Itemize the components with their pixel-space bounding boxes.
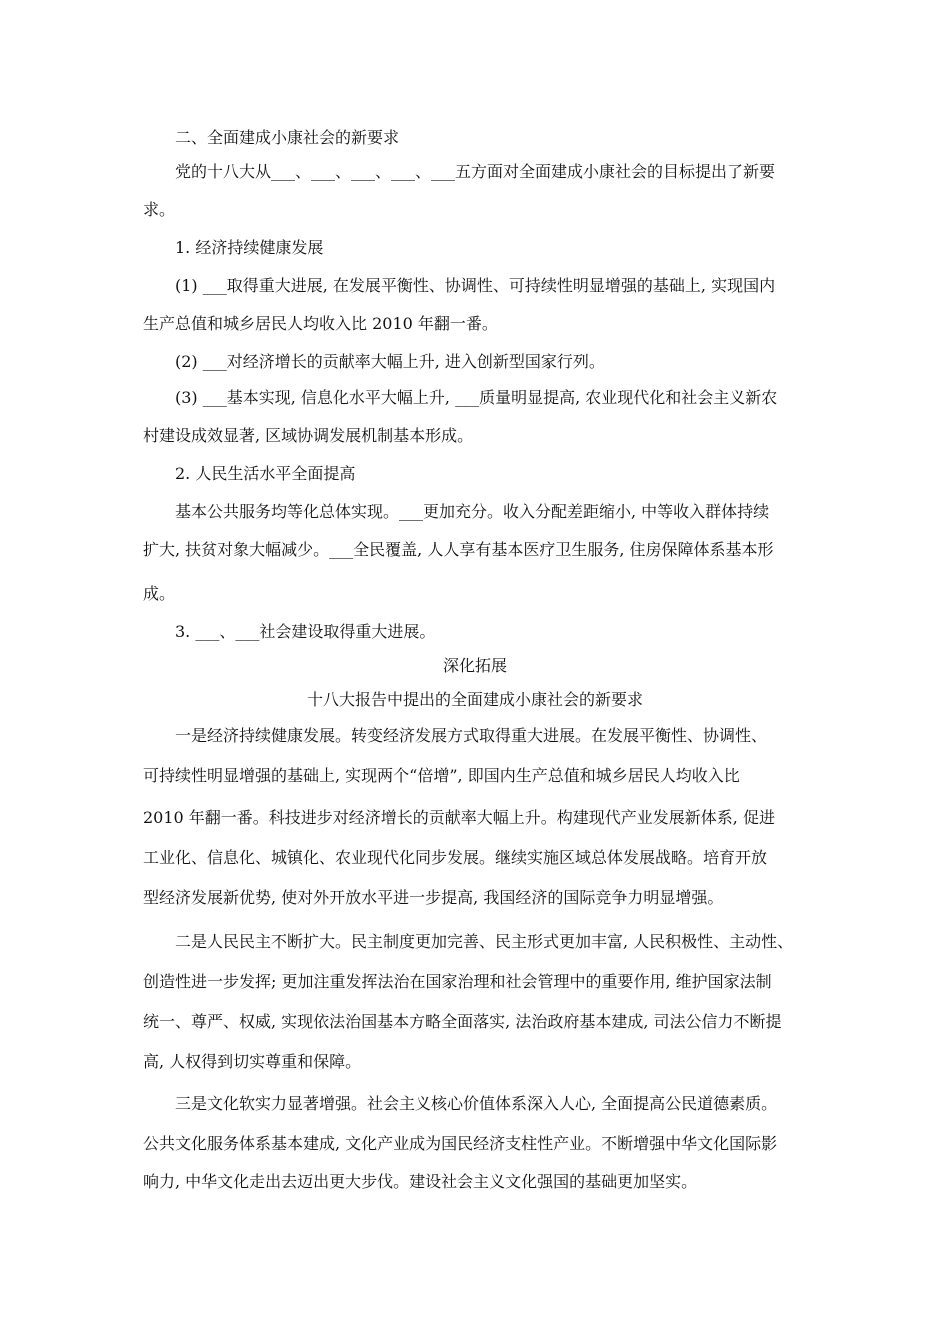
subheading: 3. ___、___社会建设取得重大进展。 <box>175 622 436 641</box>
paragraph-line: (2) ___对经济增长的贡献率大幅上升, 进入创新型国家行列。 <box>175 352 605 371</box>
paragraph-line: 公共文化服务体系基本建成, 文化产业成为国民经济支柱性产业。不断增强中华文化国际影 <box>143 1134 778 1153</box>
paragraph-line: 求。 <box>143 200 176 219</box>
paragraph-line: 响力, 中华文化走出去迈出更大步伐。建设社会主义文化强国的基础更加坚实。 <box>143 1172 698 1191</box>
paragraph-line: 基本公共服务均等化总体实现。___更加充分。收入分配差距缩小, 中等收入群体持续 <box>175 502 770 521</box>
paragraph-line: (1) ___取得重大进展, 在发展平衡性、协调性、可持续性明显增强的基础上, 实现国内 <box>175 276 776 295</box>
paragraph-line: 一是经济持续健康发展。转变经济发展方式取得重大进展。在发展平衡性、协调性、 <box>175 726 768 745</box>
paragraph-line: 村建设成效显著, 区域协调发展机制基本形成。 <box>143 426 474 445</box>
paragraph-line: 型经济发展新优势, 使对外开放水平进一步提高, 我国经济的国际竞争力明显增强。 <box>143 888 724 907</box>
subheading: 2. 人民生活水平全面提高 <box>175 464 356 483</box>
section-heading: 二、全面建成小康社会的新要求 <box>175 128 400 147</box>
paragraph-line: 2010 年翻一番。科技进步对经济增长的贡献率大幅上升。构建现代产业发展新体系, 促进 <box>143 808 775 827</box>
paragraph-line: 可持续性明显增强的基础上, 实现两个“倍增”, 即国内生产总值和城乡居民人均收入比 <box>143 766 740 785</box>
extension-title: 深化拓展 <box>442 656 507 675</box>
paragraph-line: 党的十八大从___、___、___、___、___五方面对全面建成小康社会的目标提出了新要 <box>175 162 776 181</box>
paragraph-line: 生产总值和城乡居民人均收入比 2010 年翻一番。 <box>143 314 498 333</box>
paragraph-line: 工业化、信息化、城镇化、农业现代化同步发展。继续实施区域总体发展战略。培育开放 <box>143 848 768 867</box>
paragraph-line: 创造性进一步发挥; 更加注重发挥法治在国家治理和社会管理中的重要作用, 维护国家法制 <box>143 972 772 991</box>
paragraph-line: 三是文化软实力显著增强。社会主义核心价值体系深入人心, 全面提高公民道德素质。 <box>175 1094 778 1113</box>
paragraph-line: 二是人民民主不断扩大。民主制度更加完善、民主形式更加丰富, 人民积极性、主动性、 <box>175 932 794 951</box>
extension-subtitle: 十八大报告中提出的全面建成小康社会的新要求 <box>306 690 643 709</box>
paragraph-line: 高, 人权得到切实尊重和保障。 <box>143 1052 362 1071</box>
paragraph-line: 统一、尊严、权威, 实现依法治国基本方略全面落实, 法治政府基本建成, 司法公信力不断提 <box>143 1012 782 1031</box>
paragraph-line: 成。 <box>143 584 176 603</box>
paragraph-line: 扩大, 扶贫对象大幅减少。___全民覆盖, 人人享有基本医疗卫生服务, 住房保障体系基本形 <box>143 540 774 559</box>
subheading: 1. 经济持续健康发展 <box>175 238 324 257</box>
paragraph-line: (3) ___基本实现, 信息化水平大幅上升, ___质量明显提高, 农业现代化和社会主义新农 <box>175 388 778 407</box>
